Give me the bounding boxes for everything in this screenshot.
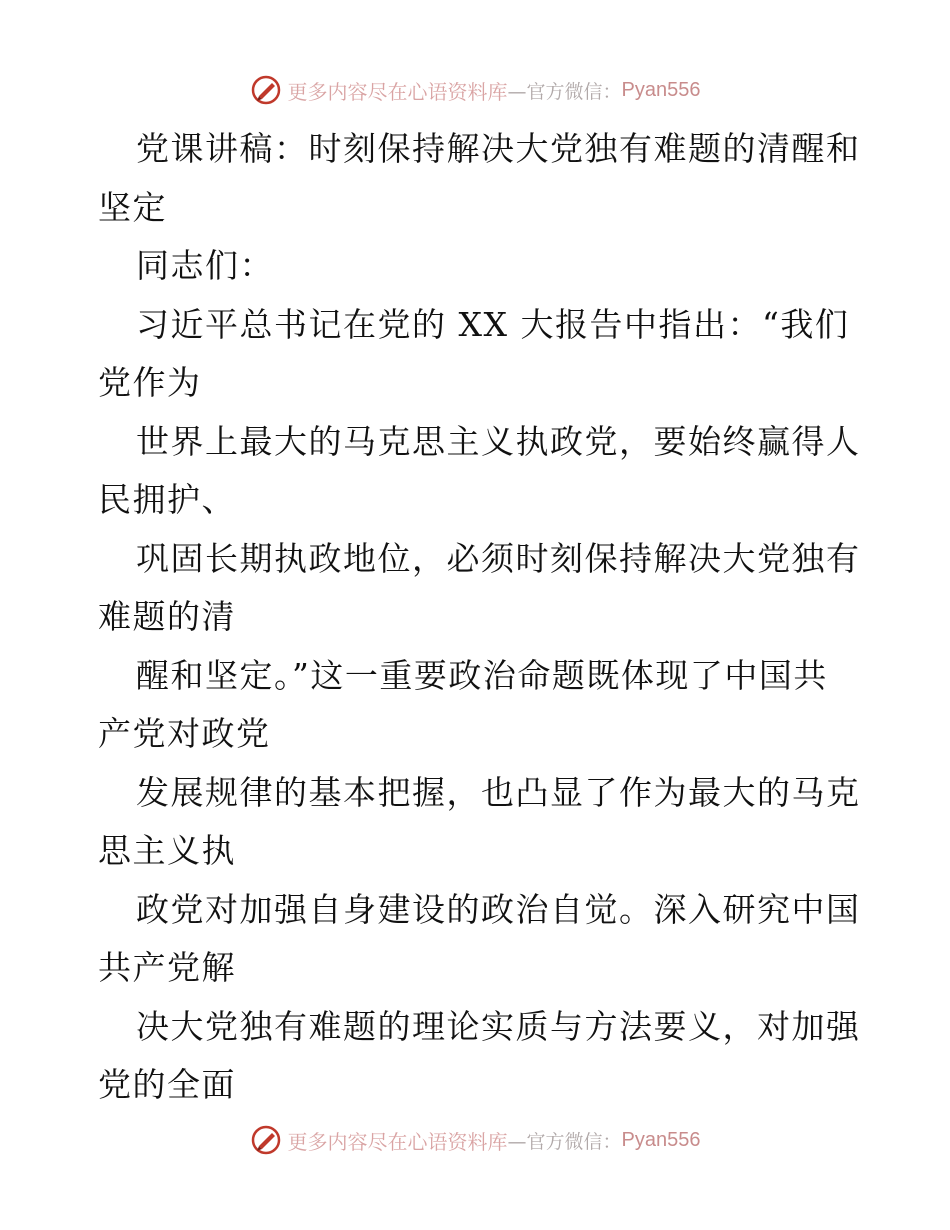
text-line: 决大党独有难题的理论实质与方法要义，对加强 — [136, 1006, 861, 1046]
watermark-header — [0, 70, 950, 110]
watermark-wechat-id: Pyan556 — [621, 78, 701, 101]
text-line: 习近平总书记在党的 XX 大报告中指出：“我们 — [136, 304, 850, 344]
watermark-footer — [0, 1120, 950, 1160]
text-line: 党作为 — [98, 363, 202, 402]
text-line: 巩固长期执政地位，必须时刻保持解决大党独有 — [136, 538, 861, 578]
pen-logo-icon — [250, 74, 282, 106]
watermark-main-text: 更多内容尽在心语资料库 — [287, 1129, 508, 1154]
document-body — [98, 120, 861, 1115]
watermark-wechat-id: Pyan556 — [621, 1128, 701, 1151]
text-line: 政党对加强自身建设的政治自觉。深入研究中国 — [136, 889, 861, 929]
text-line: 党的全面 — [98, 1065, 236, 1104]
text-line: 醒和坚定。”这一重要政治命题既体现了中国共 — [136, 655, 828, 695]
text-line: 思主义执 — [98, 831, 236, 870]
text-line: 坚定 — [98, 187, 167, 227]
text-line: 世界上最大的马克思主义执政党，要始终赢得人 — [136, 421, 861, 461]
watermark-main-text: 更多内容尽在心语资料库 — [287, 79, 508, 104]
pen-logo-icon — [250, 1124, 282, 1156]
text-line: 民拥护、 — [98, 480, 236, 519]
text-line: 产党对政党 — [98, 714, 271, 753]
text-line: 难题的清 — [98, 597, 236, 636]
text-line: 共产党解 — [98, 948, 236, 987]
text-line: 发展规律的基本把握，也凸显了作为最大的马克 — [136, 772, 861, 812]
text-line: 党课讲稿：时刻保持解决大党独有难题的清醒和 — [136, 129, 861, 168]
text-line: 同志们： — [136, 246, 274, 285]
watermark-side-text: —官方微信： — [507, 1130, 622, 1153]
watermark-side-text: —官方微信： — [507, 80, 622, 103]
